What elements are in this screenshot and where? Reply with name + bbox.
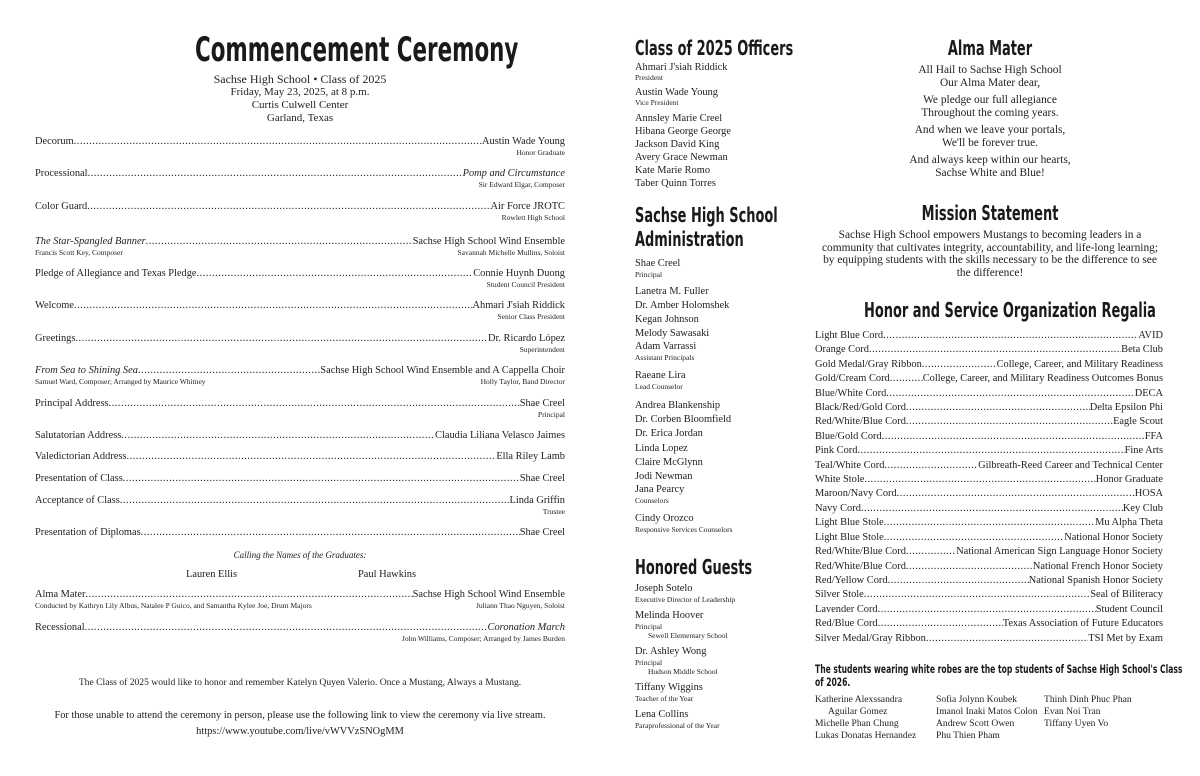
regalia-item: Light Blue Stole ..... Mu Alpha Theta [815, 516, 1163, 530]
student-name: Thinh Dinh Phuc Phan [1044, 694, 1132, 705]
student-name: Andrew Scott Owen [936, 718, 1015, 729]
student-name: Aguilar Gomez [828, 706, 888, 717]
regalia-item: Lavender Cord ..... Student Council [815, 603, 1163, 617]
regalia-item: Gold Medal/Gray Ribbon ..... College, Career, and Military Readiness [815, 358, 1163, 372]
guest-name: Dr. Ashley Wong [635, 646, 707, 657]
regalia-item: Light Blue Stole ..... National Honor Society [815, 531, 1163, 545]
student-name: Phu Thien Pham [936, 730, 1000, 741]
student-name: Tiffany Uyen Vo [1044, 718, 1109, 729]
alma-mater-line: All Hail to Sachse High School [918, 64, 1062, 76]
admin-assistant: Lanetra M. Fuller [635, 286, 709, 297]
officer-member: Taber Quinn Torres [635, 178, 716, 189]
livestream-link[interactable]: https://www.youtube.com/live/vWVVzSNOgMM [196, 726, 404, 737]
white-robes-heading [815, 663, 1182, 689]
admin-lead-counselor-role: Lead Counselor [635, 382, 683, 391]
school-line: Sachse High School • Class of 2025 [213, 72, 387, 86]
student-name: Katherine Alexssandra [815, 694, 903, 705]
regalia-item: Blue/White Cord ..... DECA [815, 387, 1163, 401]
program-item-sea-to-sea: From Sea to Shining Sea ..... Sachse High School Wind Ensemble and A Cappella Choir Samuel Ward, Composer; Arranged by Maurice Whitney Holly Taylor, Band Director [35, 365, 565, 387]
calling-name-1: Lauren Ellis [186, 569, 238, 580]
regalia-item: Red/White/Blue Cord ..... National French Honor Society [815, 560, 1163, 574]
white-robes-col-2 [936, 694, 1038, 742]
alma-mater-line: We'll be forever true. [941, 136, 1038, 149]
regalia-item: Navy Cord ..... Key Club [815, 502, 1163, 516]
program-item-anthem: The Star-Spangled Banner ..... Sachse High School Wind Ensemble Francis Scott Key, Composer Savannah Michelle Mullins, Soloist [35, 236, 565, 258]
officers-heading: Class of 2025 Officers [635, 36, 794, 60]
admin-counselor: Andrea Blankenship [635, 400, 721, 411]
program-item-diplomas: Presentation of Diplomas ..... Shae Creel [35, 527, 565, 539]
admin-assistant: Dr. Amber Holomshek [635, 300, 730, 311]
regalia-item: Orange Cord ..... Beta Club [815, 343, 1163, 357]
ceremony-date: Friday, May 23, 2025, at 8 p.m. [230, 86, 370, 98]
regalia-item: Light Blue Cord ..... AVID [815, 329, 1163, 343]
ceremony-city: Garland, Texas [266, 112, 334, 124]
officer-president-role: President [635, 73, 663, 82]
mission-heading: Mission Statement [921, 201, 1059, 225]
guest-school: Hudson Middle School [648, 667, 718, 676]
officer-member: Hibana George George [635, 126, 731, 137]
alma-mater-line: And when we leave your portals, [914, 124, 1066, 136]
admin-responsive-role: Responsive Services Counselors [635, 525, 733, 535]
ceremony-title: Commencement Ceremony [195, 30, 519, 70]
regalia-item: Pink Cord ..... Fine Arts [815, 444, 1163, 458]
admin-assistant: Melody Sawasaki [635, 328, 710, 339]
program-item-welcome: Welcome ..... Ahmari J'siah Riddick Senior Class President [35, 300, 565, 322]
regalia-item: Blue/Gold Cord ..... FFA [815, 430, 1163, 444]
mission-text: Sachse High School empowers Mustangs to becoming leaders in a community that cultivates integrity, accountability, and life-long learning; by equipping students with the skills necessary to be the difference to see the difference! [821, 229, 1159, 279]
officer-vp-name: Austin Wade Young [635, 87, 718, 98]
student-name: Sofia Jolynn Koubek [936, 694, 1018, 705]
regalia-item: Silver Stole ..... Seal of Biliteracy [815, 588, 1163, 602]
regalia-item: Black/Red/Gold Cord ..... Delta Epsilon Phi [815, 401, 1163, 415]
administration-heading-1: Sachse High School [635, 203, 778, 227]
program-item-valedictorian: Valedictorian Address ..... Ella Riley Lamb [35, 451, 565, 463]
regalia-item: White Stole ..... Honor Graduate [815, 473, 1163, 487]
regalia-item: Red/White/Blue Cord ..... Eagle Scout [815, 415, 1163, 429]
program-item-color-guard: Color Guard ..... Air Force JROTC Rowlett High School [35, 201, 565, 223]
memorial-note: The Class of 2025 would like to honor and remember Katelyn Quyen Valerio. Once a Mustang, Always a Mustang. [78, 677, 522, 688]
program-item-recessional: Recessional ..... Coronation March John Williams, Composer; Arranged by James Burden [35, 622, 565, 644]
admin-assistant: Kegan Johnson [635, 314, 699, 325]
guest-role: Principal [635, 658, 663, 667]
guests-heading: Honored Guests [635, 555, 753, 579]
calling-heading: Calling the Names of the Graduates: [233, 550, 367, 560]
program-item-principal-address: Principal Address ..... Shae Creel Principal [35, 398, 565, 420]
white-robes-col-3 [1044, 694, 1132, 730]
student-name: Imanol Inaki Matos Colon [936, 706, 1038, 717]
regalia-item: Red/White/Blue Cord ..... National American Sign Language Honor Society [815, 545, 1163, 559]
regalia-item: Red/Blue Cord ..... Texas Association of Future Educators [815, 617, 1163, 631]
white-robes-col-1 [815, 694, 916, 742]
admin-principal-name: Shae Creel [635, 258, 681, 269]
livestream-note: For those unable to attend the ceremony in person, please use the following link to view the ceremony via live stream. [54, 710, 546, 721]
alma-mater-line: Throughout the coming years. [921, 106, 1059, 119]
officer-member: Kate Marie Romo [635, 165, 711, 176]
regalia-item: Silver Medal/Gray Ribbon ..... TSI Met by Exam [815, 632, 1163, 646]
admin-counselors-role: Counselors [635, 496, 669, 506]
officer-president-name: Ahmari J'siah Riddick [635, 62, 728, 73]
regalia-item: Teal/White Cord ..... Gilbreath-Reed Career and Technical Center [815, 459, 1163, 473]
student-name: Evan Noi Tran [1044, 706, 1101, 717]
officer-member: Annsley Marie Creel [635, 113, 723, 124]
admin-principal-role: Principal [635, 270, 663, 279]
admin-assistants-role: Assistant Principals [635, 353, 695, 362]
admin-responsive-name: Cindy Orozco [635, 513, 694, 525]
regalia-item: Red/Yellow Cord ..... National Spanish Honor Society [815, 574, 1163, 588]
admin-counselor: Claire McGlynn [635, 456, 703, 468]
officer-member: Avery Grace Newman [635, 152, 728, 163]
alma-mater-line: Our Alma Mater dear, [939, 76, 1041, 89]
ceremony-venue: Curtis Culwell Center [251, 98, 349, 111]
guest-school: Sewell Elementary School [648, 631, 728, 640]
regalia-heading: Honor and Service Organization Regalia [864, 298, 1156, 322]
admin-counselor: Jodi Newman [635, 471, 693, 483]
guest-role: Principal [635, 622, 663, 631]
regalia-item: Maroon/Navy Cord ..... HOSA [815, 487, 1163, 501]
admin-assistant: Adam Varrassi [635, 341, 697, 352]
guest-role: Paraprofessional of the Year [635, 721, 720, 730]
officer-vp-role: Vice President [635, 98, 679, 107]
program-item-alma-mater: Alma Mater ..... Sachse High School Wind Ensemble Conducted by Kathryn Lily Albus, Natalee P Guico, and Samantha Kylee Joe, Drum Majors Juliann Thao Nguyen, Soloist [35, 589, 565, 611]
admin-counselor: Linda Lopez [635, 442, 688, 454]
regalia-item: Gold/Cream Cord ..... College, Career, and Military Readiness Outcomes Bonus [815, 372, 1163, 386]
alma-mater-line: And always keep within our hearts, [909, 154, 1071, 166]
calling-name-2: Paul Hawkins [358, 569, 417, 580]
admin-counselor: Dr. Corben Bloomfield [635, 414, 732, 426]
guest-role: Teacher of the Year [635, 694, 694, 703]
program-item-decorum: Decorum ..... Austin Wade Young Honor Graduate [35, 136, 565, 158]
student-name: Lukas Donatas Hernandez [815, 730, 917, 741]
alma-mater-heading: Alma Mater [947, 36, 1033, 60]
white-robes-heading-line-2: of 2026. [815, 675, 851, 689]
student-name: Michelle Phan Chung [815, 718, 899, 729]
guest-name: Lena Collins [635, 709, 689, 720]
administration-heading-2: Administration [635, 227, 744, 251]
program-item-pledge: Pledge of Allegiance and Texas Pledge ..... Connie Huynh Duong Student Council President [35, 268, 565, 290]
guest-name: Melinda Hoover [635, 610, 704, 621]
alma-mater-line: Sachse White and Blue! [935, 166, 1045, 179]
program-item-processional: Processional ..... Pomp and Circumstance Sir Edward Elgar, Composer [35, 168, 565, 190]
guest-role: Executive Director of Leadership [635, 595, 736, 604]
program-item-acceptance-class: Acceptance of Class ..... Linda Griffin Trustee [35, 495, 565, 517]
guest-name: Tiffany Wiggins [635, 682, 703, 693]
alma-mater-line: We pledge our full allegiance [923, 94, 1057, 106]
officer-member: Jackson David King [635, 139, 720, 150]
guest-name: Joseph Sotelo [635, 583, 693, 594]
program-item-salutatorian: Salutatorian Address ..... Claudia Liliana Velasco Jaimes [35, 430, 565, 442]
admin-counselor: Jana Pearcy [635, 484, 685, 496]
program-item-greetings: Greetings ..... Dr. Ricardo López Superintendent [35, 333, 565, 355]
regalia-list [815, 329, 1163, 646]
program-item-presentation-class: Presentation of Class ..... Shae Creel [35, 473, 565, 485]
admin-lead-counselor-name: Raeane Lira [635, 370, 686, 381]
white-robes-heading-line-1: The students wearing white robes are the top students of Sachse High School's Class [815, 662, 1183, 676]
admin-counselor: Dr. Erica Jordan [635, 428, 703, 440]
